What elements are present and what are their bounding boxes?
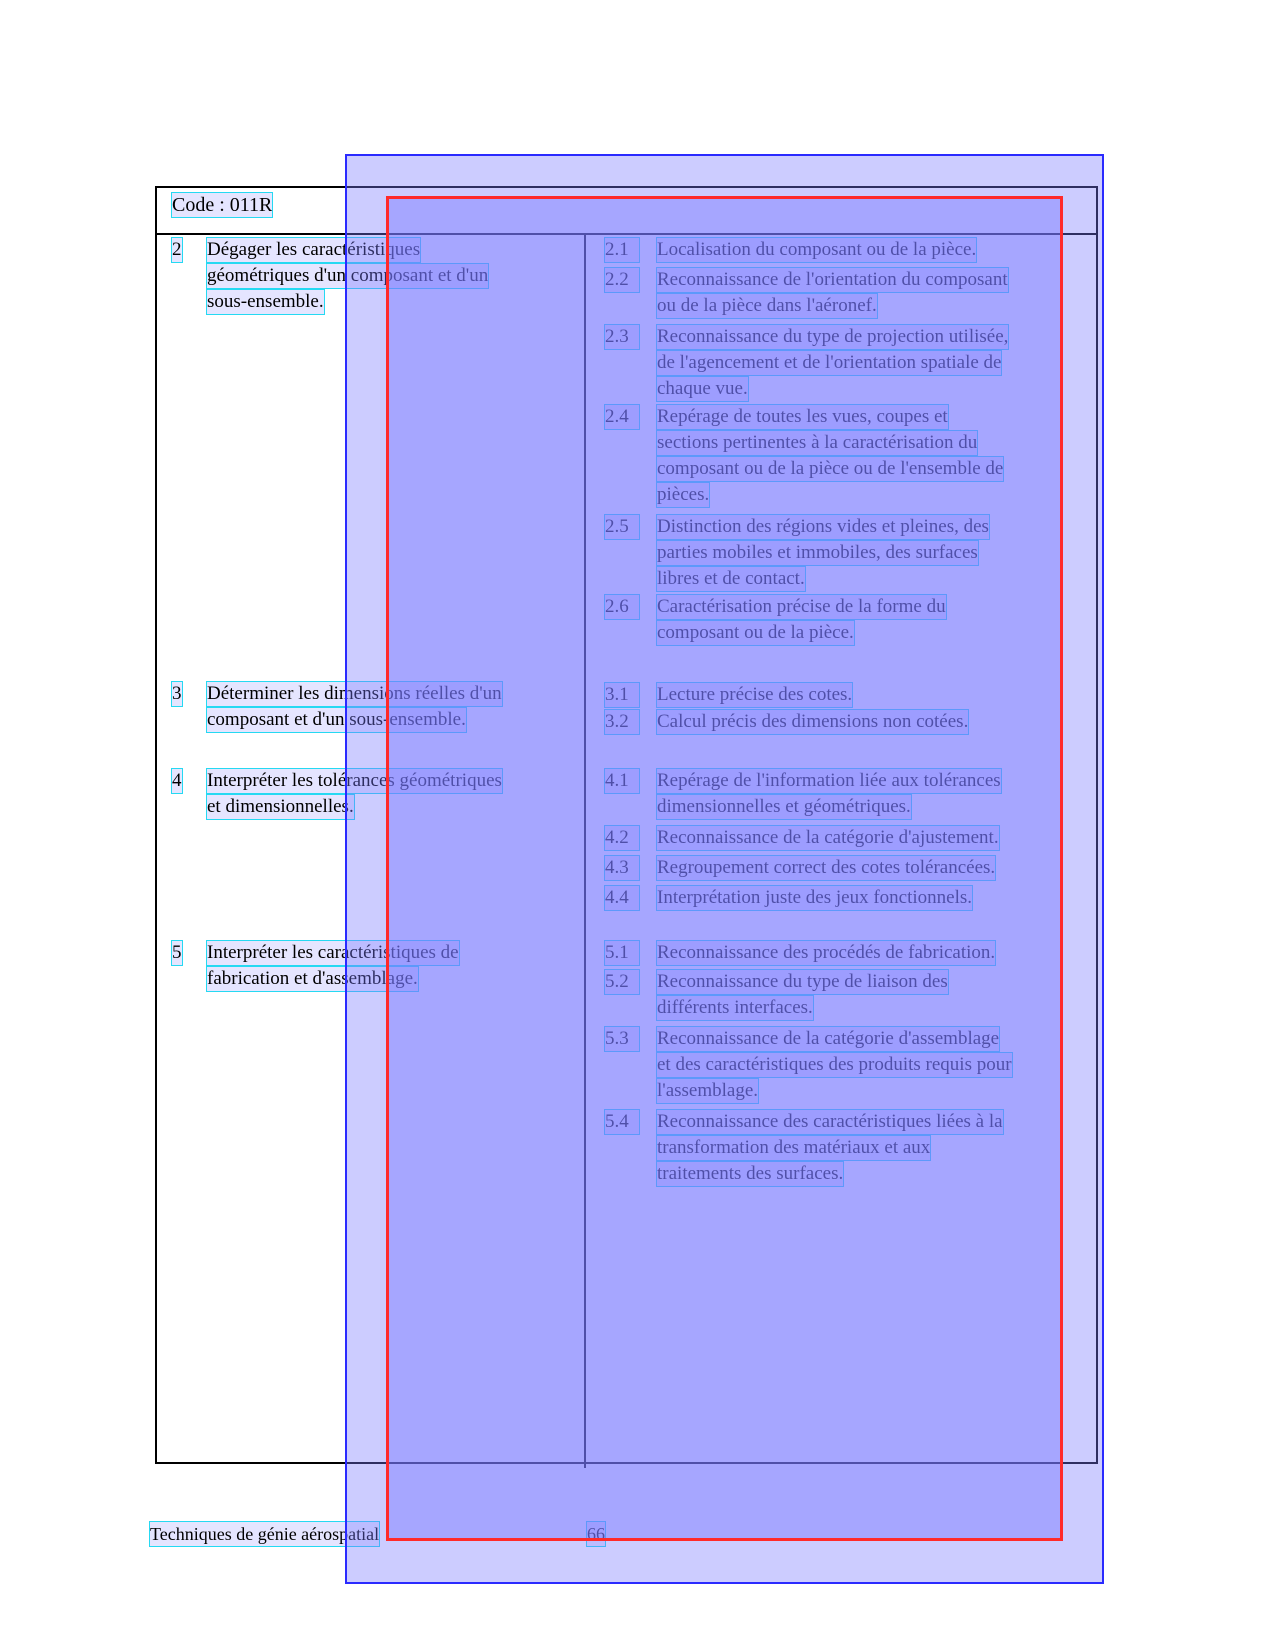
criterion-number: 3.2 xyxy=(605,710,639,734)
criterion-text: pièces. xyxy=(657,484,710,505)
footer-title: Techniques de génie aérospatial xyxy=(150,1524,380,1544)
competency-text: géométriques d'un composant et d'un xyxy=(207,265,489,286)
criterion-text: Reconnaissance de la catégorie d'assemblage xyxy=(657,1028,1000,1049)
criterion-text: Lecture précise des cotes. xyxy=(657,684,853,705)
competency-text: Déterminer les dimensions réelles d'un xyxy=(207,683,502,704)
criterion-text: composant ou de la pièce ou de l'ensemble de xyxy=(657,458,1004,479)
competency-text: composant et d'un sous-ensemble. xyxy=(207,709,466,730)
criterion-number: 2.4 xyxy=(605,405,639,429)
criterion-text: sections pertinentes à la caractérisation du xyxy=(657,432,978,453)
criterion-text: Repérage de l'information liée aux tolérances xyxy=(657,770,1001,791)
criterion-text: de l'agencement et de l'orientation spatiale de xyxy=(657,352,1002,373)
criterion-text: parties mobiles et immobiles, des surfaces xyxy=(657,542,978,563)
criterion-number: 5.3 xyxy=(605,1027,639,1051)
competency-text: sous-ensemble. xyxy=(207,291,324,312)
criterion-text: l'assemblage. xyxy=(657,1080,759,1101)
criterion-number: 4.2 xyxy=(605,826,639,850)
criterion-number: 4.3 xyxy=(605,856,639,880)
criterion-text: Reconnaissance de l'orientation du composant xyxy=(657,269,1008,290)
criterion-number: 3.1 xyxy=(605,683,639,707)
competency-text: Dégager les caractéristiques xyxy=(207,239,421,260)
criterion-text: libres et de contact. xyxy=(657,568,805,589)
criterion-text: traitements des surfaces. xyxy=(657,1163,844,1184)
criterion-text: Distinction des régions vides et pleines, des xyxy=(657,516,989,537)
criterion-number: 5.2 xyxy=(605,970,639,994)
criterion-text: Interprétation juste des jeux fonctionnels. xyxy=(657,887,972,908)
page-number: 66 xyxy=(587,1524,605,1544)
criterion-text: Reconnaissance des procédés de fabrication. xyxy=(657,942,996,963)
criterion-number: 5.1 xyxy=(605,941,639,965)
criterion-text: Calcul précis des dimensions non cotées. xyxy=(657,711,969,732)
competency-number: 2 xyxy=(172,239,182,260)
competency-text: et dimensionnelles. xyxy=(207,796,354,817)
criterion-number: 5.4 xyxy=(605,1110,639,1134)
criterion-number: 2.1 xyxy=(605,238,639,262)
criterion-text: Reconnaissance des caractéristiques liées à la xyxy=(657,1111,1003,1132)
criterion-number: 4.4 xyxy=(605,886,639,910)
criterion-text: dimensionnelles et géométriques. xyxy=(657,796,911,817)
criterion-text: chaque vue. xyxy=(657,378,748,399)
competency-text: Interpréter les caractéristiques de xyxy=(207,942,459,963)
criterion-text: Caractérisation précise de la forme du xyxy=(657,596,946,617)
criterion-number: 2.3 xyxy=(605,325,639,349)
criterion-number: 4.1 xyxy=(605,769,639,793)
criterion-text: Repérage de toutes les vues, coupes et xyxy=(657,406,948,427)
competency-text: fabrication et d'assemblage. xyxy=(207,968,418,989)
criterion-text: Reconnaissance du type de projection utilisée, xyxy=(657,326,1009,347)
criterion-text: composant ou de la pièce. xyxy=(657,622,854,643)
criterion-number: 2.6 xyxy=(605,595,639,619)
competency-text: Interpréter les tolérances géométriques xyxy=(207,770,502,791)
criterion-number: 2.2 xyxy=(605,268,639,292)
criterion-text: Regroupement correct des cotes tolérancées. xyxy=(657,857,996,878)
criterion-text: Localisation du composant ou de la pièce. xyxy=(657,239,977,260)
criterion-text: Reconnaissance de la catégorie d'ajustement. xyxy=(657,827,999,848)
criterion-number: 2.5 xyxy=(605,515,639,539)
criterion-text: différents interfaces. xyxy=(657,997,813,1018)
competency-number: 3 xyxy=(172,683,182,704)
competency-number: 4 xyxy=(172,770,182,791)
inner-selection-box xyxy=(386,196,1063,1541)
criterion-text: Reconnaissance du type de liaison des xyxy=(657,971,948,992)
criterion-text: transformation des matériaux et aux xyxy=(657,1137,931,1158)
criterion-text: et des caractéristiques des produits requis pour xyxy=(657,1054,1012,1075)
competency-number: 5 xyxy=(172,942,182,963)
criterion-text: ou de la pièce dans l'aéronef. xyxy=(657,295,877,316)
code-label: Code : 011R xyxy=(172,194,273,216)
